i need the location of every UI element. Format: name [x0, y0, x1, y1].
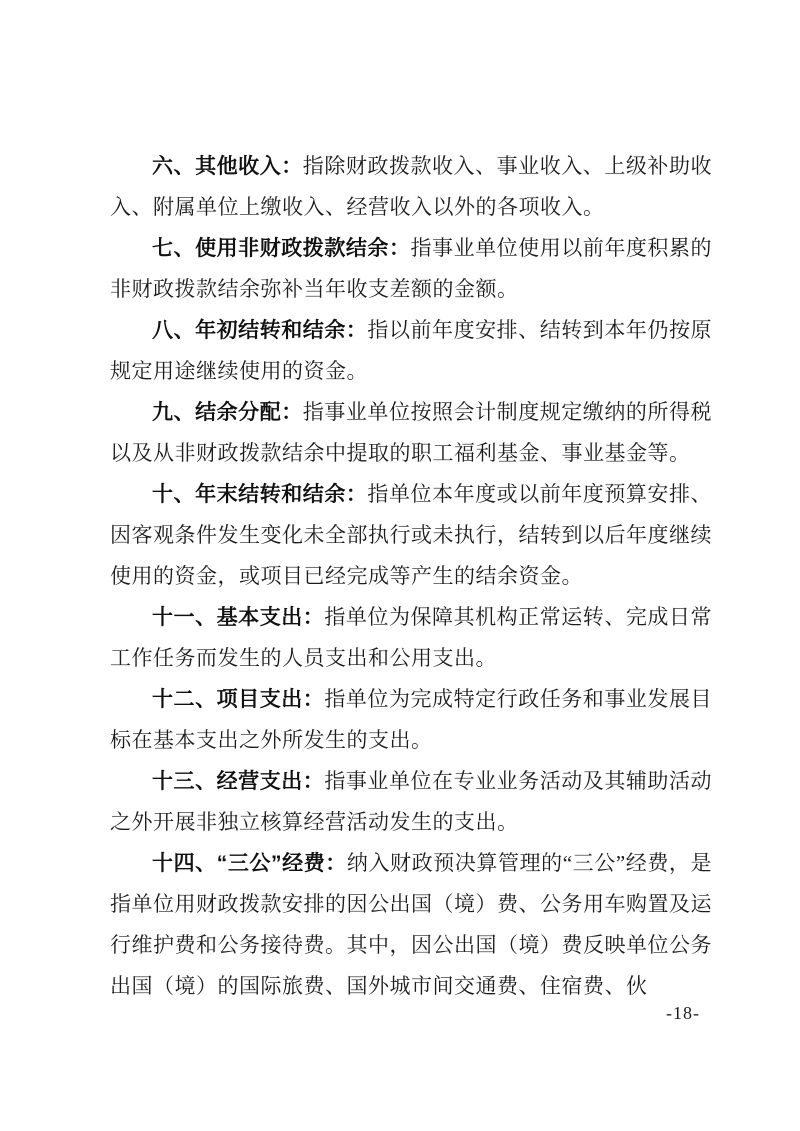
definition-text: 纳入财政预决算管理的“三公”经费，是指单位用财政拨款安排的因公出国（境）费、公务用车购置及运行维护费和公务接待费。其中，因公出国（境）费反映单位公务出国（境）的国际旅费、国外城市间交通费、住宿费、伙 — [110, 851, 713, 998]
definition-text: 指以前年度安排、结转到本年仍按原规定用途继续使用的资金。 — [110, 318, 713, 383]
definition-paragraph — [110, 228, 712, 310]
document-body — [110, 146, 712, 1007]
definition-paragraph — [110, 761, 712, 843]
definition-paragraph — [110, 597, 712, 679]
definition-term: 十一、基本支出： — [152, 606, 325, 629]
definition-paragraph — [110, 392, 712, 474]
definition-paragraph — [110, 679, 712, 761]
definition-paragraph — [110, 146, 712, 228]
definition-paragraph — [110, 474, 712, 597]
definition-text: 指事业单位使用以前年度积累的非财政拨款结余弥补当年收支差额的金额。 — [110, 236, 713, 301]
page-number: -18- — [666, 1003, 700, 1023]
definition-term: 九、结余分配： — [152, 401, 303, 424]
definition-paragraph — [110, 310, 712, 392]
definition-paragraph — [110, 843, 712, 1007]
definition-term: 十、年末结转和结余： — [152, 483, 368, 506]
definition-text: 指除财政拨款收入、事业收入、上级补助收入、附属单位上缴收入、经营收入以外的各项收入。 — [110, 154, 712, 219]
definition-term: 八、年初结转和结余： — [152, 319, 368, 342]
definition-term: 六、其他收入： — [152, 155, 303, 178]
definition-text: 指单位为保障其机构正常运转、完成日常工作任务而发生的人员支出和公用支出。 — [110, 605, 713, 670]
definition-text: 指单位为完成特定行政任务和事业发展目标在基本支出之外所发生的支出。 — [110, 687, 713, 752]
definition-text: 指单位本年度或以前年度预算安排、因客观条件发生变化未全部执行或未执行，结转到以后年度继续使用的资金，或项目已经完成等产生的结余资金。 — [110, 482, 713, 588]
definition-term: 十二、项目支出： — [152, 688, 325, 711]
definition-term: 七、使用非财政拨款结余： — [152, 237, 411, 260]
definition-term: 十三、经营支出： — [152, 770, 325, 793]
definition-term: 十四、“三公”经费： — [152, 852, 347, 875]
definition-text: 指事业单位在专业业务活动及其辅助活动之外开展非独立核算经营活动发生的支出。 — [110, 769, 713, 834]
definition-text: 指事业单位按照会计制度规定缴纳的所得税以及从非财政拨款结余中提取的职工福利基金、事业基金等。 — [110, 400, 712, 465]
